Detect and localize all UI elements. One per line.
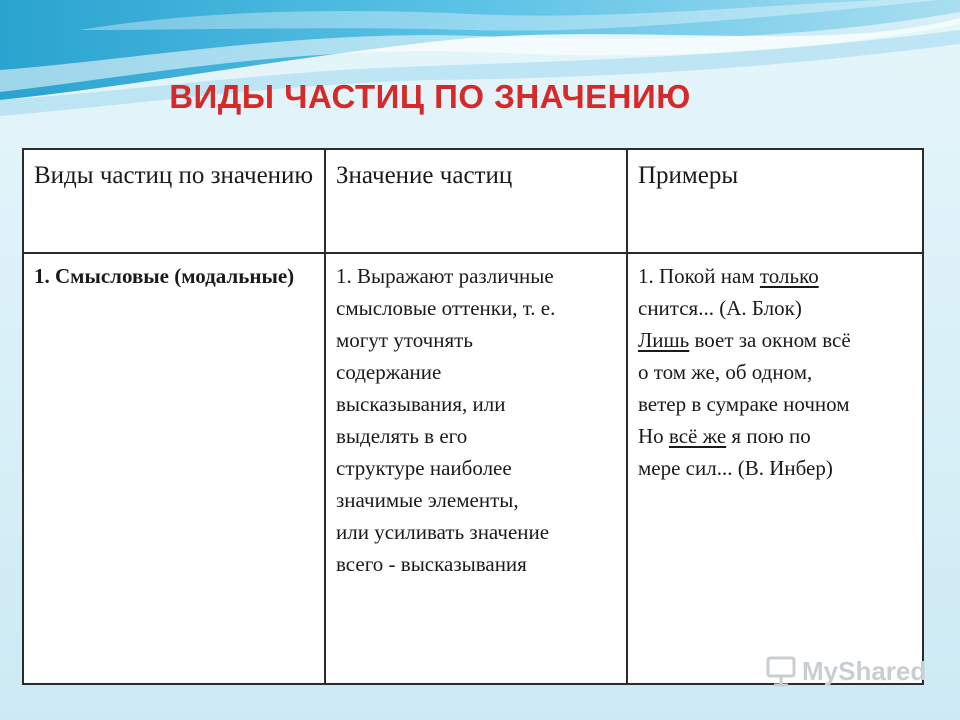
- header-cell-types: Виды частиц по значению: [23, 149, 325, 253]
- particles-table: [22, 148, 927, 686]
- meaning-line: смысловые оттенки, т. е.: [336, 296, 556, 320]
- meaning-line: 1. Выражают различные: [336, 264, 554, 288]
- particle-highlight: всё же: [668, 424, 727, 448]
- meaning-line: могут уточнять: [336, 328, 473, 352]
- cell-particle-meaning: [325, 253, 627, 684]
- slide-title: ВИДЫ ЧАСТИЦ ПО ЗНАЧЕНИЮ: [169, 78, 691, 115]
- example-line: Лишь воет за окном всё: [638, 328, 851, 352]
- example-line: о том же, об одном,: [638, 360, 813, 384]
- meaning-line: структуре наиболее: [336, 456, 512, 480]
- example-line: Но всё же я пою по: [638, 424, 811, 448]
- meaning-line: содержание: [336, 360, 442, 384]
- meaning-line: выделять в его: [336, 424, 468, 448]
- particle-highlight: Лишь: [638, 328, 690, 352]
- watermark-text: MyShared: [802, 655, 927, 686]
- meaning-line: значимые элементы,: [336, 488, 519, 512]
- presentation-board-icon: [764, 654, 798, 688]
- meaning-line: высказывания, или: [336, 392, 506, 416]
- example-line: ветер в сумраке ночном: [638, 392, 850, 416]
- meaning-line: всего - высказывания: [336, 552, 527, 576]
- example-line: мере сил... (В. Инбер): [638, 456, 833, 480]
- header-cell-examples: Примеры: [627, 149, 923, 253]
- example-line: 1. Покой нам только: [638, 264, 819, 288]
- meaning-line: или усиливать значение: [336, 520, 550, 544]
- header-cell-meaning: Значение частиц: [325, 149, 627, 253]
- watermark: [764, 654, 926, 688]
- particle-highlight: только: [759, 264, 819, 288]
- example-line: снится... (А. Блок): [638, 296, 802, 320]
- cell-particle-type: 1. Смысловые (модальные): [23, 253, 325, 684]
- table-row: [23, 253, 923, 684]
- cell-particle-examples: [627, 253, 923, 684]
- table-header-row: [23, 149, 923, 253]
